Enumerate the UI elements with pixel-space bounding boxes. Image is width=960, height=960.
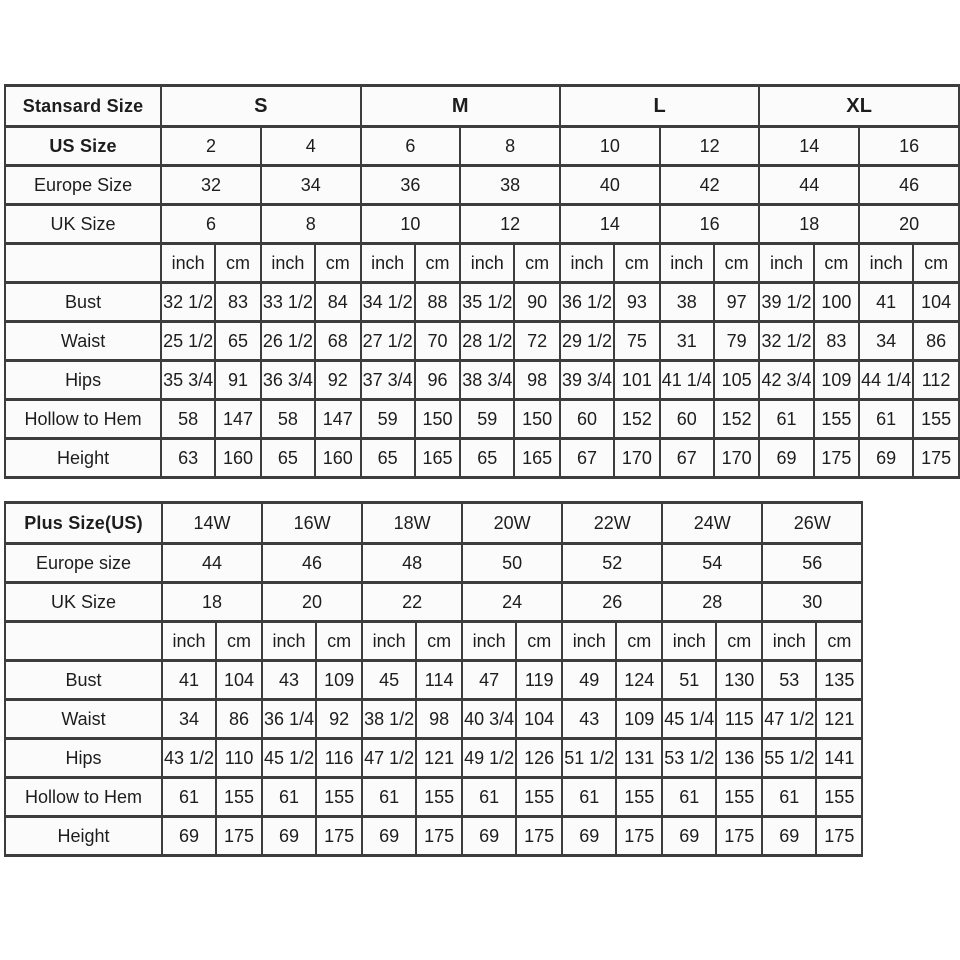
measurement-value: 83 — [814, 322, 860, 361]
measurement-value: 35 3/4 — [161, 361, 215, 400]
measurement-value: 104 — [216, 661, 262, 700]
table-title: Plus Size(US) — [5, 503, 162, 544]
size-system-label: Europe Size — [5, 166, 161, 205]
measurement-value: 43 1/2 — [162, 739, 216, 778]
measurement-value: 84 — [315, 283, 361, 322]
size-value: 18 — [162, 583, 262, 622]
measurement-value: 36 1/2 — [560, 283, 614, 322]
size-value: 2 — [161, 127, 261, 166]
measurement-value: 69 — [462, 817, 516, 856]
measurement-value: 31 — [660, 322, 714, 361]
size-value: 32 — [161, 166, 261, 205]
measurement-value: 109 — [316, 661, 362, 700]
measurement-value: 49 — [562, 661, 616, 700]
measurement-value: 53 1/2 — [662, 739, 716, 778]
measurement-value: 69 — [762, 817, 816, 856]
measurement-value: 170 — [714, 439, 760, 478]
size-value: 36 — [361, 166, 461, 205]
measurement-label: Waist — [5, 322, 161, 361]
measurement-label: Hips — [5, 361, 161, 400]
measurement-value: 28 1/2 — [460, 322, 514, 361]
table-row — [5, 544, 862, 583]
measurement-value: 175 — [816, 817, 862, 856]
measurement-value: 61 — [759, 400, 813, 439]
measurement-value: 32 1/2 — [161, 283, 215, 322]
size-group-header: XL — [759, 86, 959, 127]
unit-header-inch: inch — [261, 244, 315, 283]
measurement-value: 155 — [816, 778, 862, 817]
table-row — [5, 700, 862, 739]
measurement-label: Bust — [5, 661, 162, 700]
measurement-value: 67 — [560, 439, 614, 478]
measurement-value: 42 3/4 — [759, 361, 813, 400]
measurement-value: 160 — [215, 439, 261, 478]
measurement-value: 34 1/2 — [361, 283, 415, 322]
unit-header-inch: inch — [662, 622, 716, 661]
unit-header-inch: inch — [762, 622, 816, 661]
measurement-value: 175 — [913, 439, 959, 478]
measurement-value: 147 — [315, 400, 361, 439]
measurement-value: 69 — [859, 439, 913, 478]
measurement-value: 90 — [514, 283, 560, 322]
measurement-value: 97 — [714, 283, 760, 322]
measurement-value: 58 — [261, 400, 315, 439]
unit-header-inch: inch — [462, 622, 516, 661]
measurement-value: 170 — [614, 439, 660, 478]
size-group-header: M — [361, 86, 560, 127]
table-title: Stansard Size — [5, 86, 161, 127]
unit-header-inch: inch — [362, 622, 416, 661]
unit-header-cm: cm — [516, 622, 562, 661]
size-group-header: 26W — [762, 503, 862, 544]
unit-header-cm: cm — [714, 244, 760, 283]
measurement-value: 160 — [315, 439, 361, 478]
size-value: 54 — [662, 544, 762, 583]
measurement-label: Height — [5, 439, 161, 478]
measurement-value: 109 — [616, 700, 662, 739]
unit-header-cm: cm — [616, 622, 662, 661]
measurement-value: 79 — [714, 322, 760, 361]
measurement-value: 61 — [859, 400, 913, 439]
size-system-label: UK Size — [5, 583, 162, 622]
measurement-value: 35 1/2 — [460, 283, 514, 322]
size-value: 10 — [560, 127, 660, 166]
unit-header-cm: cm — [514, 244, 560, 283]
measurement-value: 33 1/2 — [261, 283, 315, 322]
measurement-value: 45 — [362, 661, 416, 700]
measurement-label: Bust — [5, 283, 161, 322]
measurement-value: 67 — [660, 439, 714, 478]
unit-header-cm: cm — [415, 244, 461, 283]
measurement-value: 68 — [315, 322, 361, 361]
table-row — [5, 283, 959, 322]
measurement-label: Hollow to Hem — [5, 400, 161, 439]
measurement-value: 43 — [562, 700, 616, 739]
measurement-value: 115 — [716, 700, 762, 739]
size-value: 4 — [261, 127, 361, 166]
measurement-value: 130 — [716, 661, 762, 700]
measurement-value: 43 — [262, 661, 316, 700]
measurement-value: 55 1/2 — [762, 739, 816, 778]
size-value: 14 — [560, 205, 660, 244]
measurement-value: 25 1/2 — [161, 322, 215, 361]
size-value: 46 — [262, 544, 362, 583]
measurement-value: 155 — [216, 778, 262, 817]
measurement-value: 69 — [162, 817, 216, 856]
measurement-value: 37 3/4 — [361, 361, 415, 400]
size-group-header: 22W — [562, 503, 662, 544]
size-value: 50 — [462, 544, 562, 583]
unit-header-cm: cm — [716, 622, 762, 661]
measurement-value: 45 1/2 — [262, 739, 316, 778]
measurement-value: 175 — [814, 439, 860, 478]
measurement-value: 44 1/4 — [859, 361, 913, 400]
table-row — [5, 361, 959, 400]
measurement-value: 69 — [262, 817, 316, 856]
measurement-value: 51 — [662, 661, 716, 700]
size-value: 42 — [660, 166, 760, 205]
measurement-value: 155 — [316, 778, 362, 817]
measurement-value: 72 — [514, 322, 560, 361]
table-row — [5, 778, 862, 817]
table-row — [5, 166, 959, 205]
measurement-value: 105 — [714, 361, 760, 400]
measurement-value: 26 1/2 — [261, 322, 315, 361]
table-row — [5, 127, 959, 166]
measurement-value: 86 — [913, 322, 959, 361]
measurement-value: 47 1/2 — [762, 700, 816, 739]
unit-header-inch: inch — [460, 244, 514, 283]
measurement-value: 155 — [516, 778, 562, 817]
unit-header-inch: inch — [859, 244, 913, 283]
measurement-value: 155 — [814, 400, 860, 439]
measurement-value: 61 — [762, 778, 816, 817]
size-value: 18 — [759, 205, 859, 244]
measurement-value: 116 — [316, 739, 362, 778]
measurement-value: 135 — [816, 661, 862, 700]
measurement-value: 38 — [660, 283, 714, 322]
measurement-value: 175 — [616, 817, 662, 856]
size-value: 30 — [762, 583, 862, 622]
measurement-value: 93 — [614, 283, 660, 322]
measurement-value: 124 — [616, 661, 662, 700]
measurement-value: 175 — [516, 817, 562, 856]
size-value: 16 — [859, 127, 959, 166]
size-value: 40 — [560, 166, 660, 205]
measurement-value: 70 — [415, 322, 461, 361]
table-row — [5, 583, 862, 622]
measurement-value: 155 — [616, 778, 662, 817]
measurement-value: 104 — [913, 283, 959, 322]
unit-header-inch: inch — [560, 244, 614, 283]
empty-corner-cell — [5, 622, 162, 661]
measurement-value: 61 — [162, 778, 216, 817]
measurement-label: Hips — [5, 739, 162, 778]
unit-header-inch: inch — [162, 622, 216, 661]
unit-header-inch: inch — [161, 244, 215, 283]
measurement-value: 27 1/2 — [361, 322, 415, 361]
measurement-value: 101 — [614, 361, 660, 400]
measurement-value: 96 — [415, 361, 461, 400]
table-row — [5, 503, 862, 544]
measurement-value: 29 1/2 — [560, 322, 614, 361]
size-value: 44 — [162, 544, 262, 583]
size-group-header: S — [161, 86, 360, 127]
size-value: 16 — [660, 205, 760, 244]
measurement-value: 150 — [415, 400, 461, 439]
measurement-value: 65 — [215, 322, 261, 361]
unit-header-cm: cm — [913, 244, 959, 283]
size-value: 24 — [462, 583, 562, 622]
size-group-header: 18W — [362, 503, 462, 544]
unit-header-inch: inch — [262, 622, 316, 661]
measurement-value: 86 — [216, 700, 262, 739]
measurement-value: 83 — [215, 283, 261, 322]
size-value: 12 — [660, 127, 760, 166]
measurement-value: 59 — [460, 400, 514, 439]
unit-header-cm: cm — [316, 622, 362, 661]
measurement-value: 175 — [716, 817, 762, 856]
measurement-value: 32 1/2 — [759, 322, 813, 361]
size-value: 26 — [562, 583, 662, 622]
measurement-value: 69 — [562, 817, 616, 856]
table-row — [5, 817, 862, 856]
measurement-value: 152 — [714, 400, 760, 439]
size-system-label: UK Size — [5, 205, 161, 244]
measurement-value: 38 1/2 — [362, 700, 416, 739]
standard-size-table — [4, 84, 960, 479]
measurement-value: 39 1/2 — [759, 283, 813, 322]
measurement-value: 91 — [215, 361, 261, 400]
measurement-value: 47 1/2 — [362, 739, 416, 778]
measurement-value: 165 — [415, 439, 461, 478]
size-group-header: 16W — [262, 503, 362, 544]
measurement-value: 175 — [216, 817, 262, 856]
size-value: 28 — [662, 583, 762, 622]
measurement-value: 155 — [416, 778, 462, 817]
measurement-value: 152 — [614, 400, 660, 439]
measurement-value: 136 — [716, 739, 762, 778]
measurement-value: 100 — [814, 283, 860, 322]
table-row — [5, 622, 862, 661]
measurement-value: 147 — [215, 400, 261, 439]
table-row — [5, 400, 959, 439]
size-value: 20 — [859, 205, 959, 244]
unit-header-inch: inch — [361, 244, 415, 283]
unit-header-cm: cm — [814, 244, 860, 283]
measurement-value: 104 — [516, 700, 562, 739]
size-value: 6 — [361, 127, 461, 166]
measurement-value: 121 — [416, 739, 462, 778]
measurement-value: 109 — [814, 361, 860, 400]
measurement-value: 69 — [362, 817, 416, 856]
table-row — [5, 739, 862, 778]
measurement-value: 165 — [514, 439, 560, 478]
size-system-label: US Size — [5, 127, 161, 166]
measurement-label: Height — [5, 817, 162, 856]
measurement-value: 75 — [614, 322, 660, 361]
unit-header-cm: cm — [215, 244, 261, 283]
measurement-value: 49 1/2 — [462, 739, 516, 778]
measurement-value: 36 1/4 — [262, 700, 316, 739]
size-value: 48 — [362, 544, 462, 583]
measurement-value: 41 — [859, 283, 913, 322]
measurement-value: 131 — [616, 739, 662, 778]
size-group-header: 24W — [662, 503, 762, 544]
unit-header-inch: inch — [562, 622, 616, 661]
table-row — [5, 661, 862, 700]
measurement-value: 69 — [759, 439, 813, 478]
measurement-value: 114 — [416, 661, 462, 700]
measurement-value: 34 — [859, 322, 913, 361]
measurement-value: 69 — [662, 817, 716, 856]
size-value: 12 — [460, 205, 560, 244]
measurement-value: 58 — [161, 400, 215, 439]
measurement-value: 60 — [660, 400, 714, 439]
measurement-value: 38 3/4 — [460, 361, 514, 400]
size-value: 22 — [362, 583, 462, 622]
measurement-value: 175 — [416, 817, 462, 856]
measurement-label: Hollow to Hem — [5, 778, 162, 817]
measurement-value: 119 — [516, 661, 562, 700]
size-value: 14 — [759, 127, 859, 166]
measurement-value: 61 — [562, 778, 616, 817]
unit-header-cm: cm — [614, 244, 660, 283]
measurement-value: 65 — [261, 439, 315, 478]
measurement-value: 39 3/4 — [560, 361, 614, 400]
size-value: 20 — [262, 583, 362, 622]
size-value: 46 — [859, 166, 959, 205]
measurement-value: 59 — [361, 400, 415, 439]
table-row — [5, 439, 959, 478]
size-value: 44 — [759, 166, 859, 205]
measurement-value: 155 — [913, 400, 959, 439]
size-group-header: 14W — [162, 503, 262, 544]
size-value: 8 — [460, 127, 560, 166]
size-value: 52 — [562, 544, 662, 583]
measurement-value: 61 — [362, 778, 416, 817]
measurement-value: 141 — [816, 739, 862, 778]
size-value: 6 — [161, 205, 261, 244]
unit-header-cm: cm — [315, 244, 361, 283]
measurement-value: 36 3/4 — [261, 361, 315, 400]
measurement-value: 41 1/4 — [660, 361, 714, 400]
measurement-value: 61 — [462, 778, 516, 817]
measurement-value: 98 — [514, 361, 560, 400]
table-row — [5, 205, 959, 244]
table-row — [5, 86, 959, 127]
table-row — [5, 322, 959, 361]
measurement-value: 40 3/4 — [462, 700, 516, 739]
measurement-value: 61 — [662, 778, 716, 817]
measurement-value: 45 1/4 — [662, 700, 716, 739]
size-value: 10 — [361, 205, 461, 244]
measurement-value: 65 — [460, 439, 514, 478]
measurement-label: Waist — [5, 700, 162, 739]
measurement-value: 92 — [316, 700, 362, 739]
measurement-value: 112 — [913, 361, 959, 400]
empty-corner-cell — [5, 244, 161, 283]
measurement-value: 65 — [361, 439, 415, 478]
measurement-value: 61 — [262, 778, 316, 817]
measurement-value: 121 — [816, 700, 862, 739]
unit-header-inch: inch — [759, 244, 813, 283]
size-group-header: L — [560, 86, 759, 127]
size-group-header: 20W — [462, 503, 562, 544]
unit-header-cm: cm — [416, 622, 462, 661]
measurement-value: 98 — [416, 700, 462, 739]
measurement-value: 110 — [216, 739, 262, 778]
size-system-label: Europe size — [5, 544, 162, 583]
measurement-value: 60 — [560, 400, 614, 439]
measurement-value: 34 — [162, 700, 216, 739]
unit-header-inch: inch — [660, 244, 714, 283]
measurement-value: 53 — [762, 661, 816, 700]
measurement-value: 175 — [316, 817, 362, 856]
measurement-value: 150 — [514, 400, 560, 439]
measurement-value: 126 — [516, 739, 562, 778]
plus-size-table — [4, 501, 863, 857]
unit-header-cm: cm — [816, 622, 862, 661]
measurement-value: 51 1/2 — [562, 739, 616, 778]
size-value: 56 — [762, 544, 862, 583]
size-value: 34 — [261, 166, 361, 205]
measurement-value: 63 — [161, 439, 215, 478]
measurement-value: 92 — [315, 361, 361, 400]
size-value: 8 — [261, 205, 361, 244]
measurement-value: 47 — [462, 661, 516, 700]
measurement-value: 155 — [716, 778, 762, 817]
measurement-value: 88 — [415, 283, 461, 322]
measurement-value: 41 — [162, 661, 216, 700]
table-row — [5, 244, 959, 283]
unit-header-cm: cm — [216, 622, 262, 661]
size-value: 38 — [460, 166, 560, 205]
